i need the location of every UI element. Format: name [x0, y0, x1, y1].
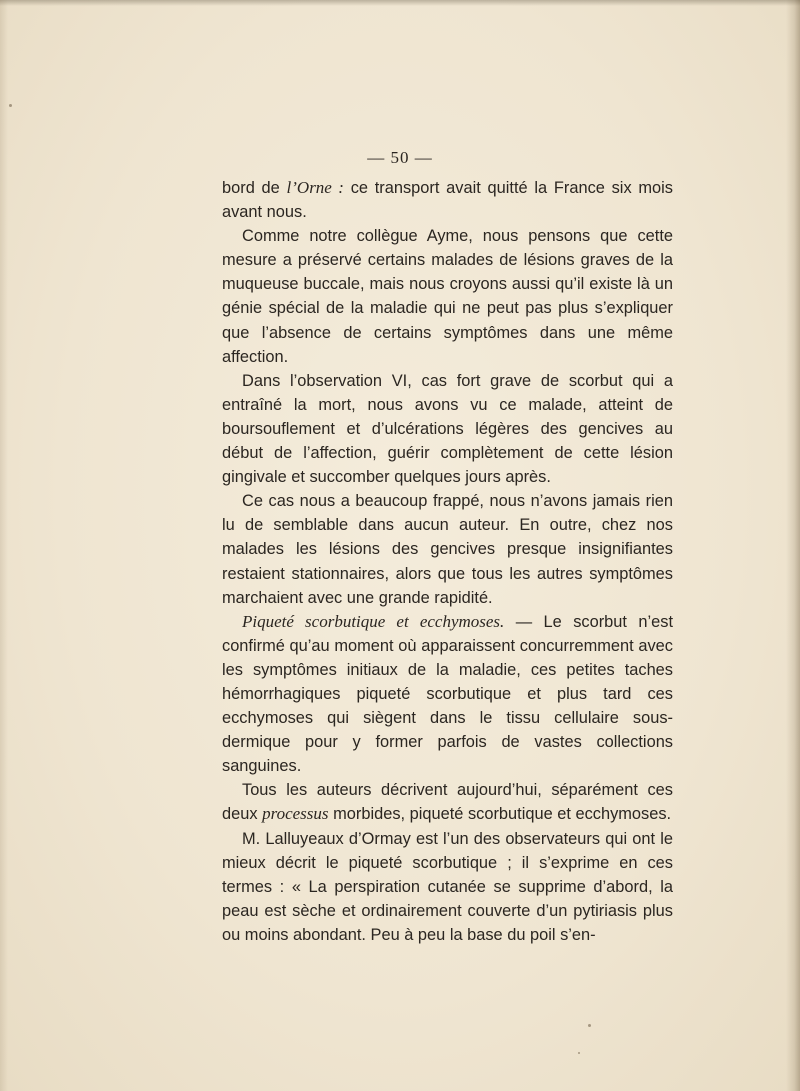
paragraph-7: M. Lalluyeaux d’Ormay est l’un des observateurs qui ont le mieux décrit le piqueté scorbutique ; il s’exprime en ces termes : « La perspiration cutanée se supprime d’abord, la peau est sèche et ordinairement couverte d’un pytiriasis plus ou moins abondant. Peu à peu la base du poil s’en- — [222, 829, 673, 944]
processus-italic: processus — [262, 804, 329, 824]
section-heading-italic: Piqueté scorbutique et ecchymoses. — [242, 611, 505, 631]
paper-speck — [578, 1052, 580, 1054]
paragraph-4: Ce cas nous a beaucoup frappé, nous n’avons jamais rien lu de semblable dans aucun auteur. En outre, chez nos malades les lésions des gencives presque insignifiantes restaient stationnaires, alors que tous les autres symptômes marchaient avec une grande rapidité. — [222, 492, 673, 607]
paragraph-3: Dans l’observation VI, cas fort grave de scorbut qui a entraîné la mort, nous avons vu ce malade, atteint de boursouflement et d’ulcérations légères des gencives au début de l’affection, guérir complètement de cette lésion gingivale et succomber quelques jours après. — [222, 371, 673, 487]
paragraph-6-end: morbides, piqueté scorbutique et ecchymoses. — [328, 805, 672, 824]
page-top-shadow — [0, 0, 800, 6]
paragraph-6-start: Tous les auteurs décrivent aujourd’hui, séparément ces deux — [222, 781, 673, 824]
ship-name-italic: l’Orne : — [286, 178, 344, 197]
paragraph-1 — [222, 176, 673, 224]
paper-speck — [588, 1024, 591, 1027]
page-number: — 50 — — [367, 148, 433, 167]
paragraph-1-end: ce transport avait quitté la France six mois avant nous. — [222, 179, 673, 222]
body-text — [222, 176, 673, 947]
paper-speck — [9, 104, 12, 107]
paragraph-5 — [222, 610, 673, 779]
paragraph-5-text: — Le scorbut n’est confirmé qu’au moment où apparaissent concurremment avec les symptômes initiaux de la maladie, ces petites taches hémorrhagiques piqueté scorbutique et plus tard ces ecchymoses qui siègent dans le tissu cellulaire sous-dermique pour y former parfois de vastes collections sanguines. — [222, 612, 673, 776]
paragraph-2: Comme notre collègue Ayme, nous pensons que cette mesure a préservé certains malades de lésions graves de la muqueuse buccale, mais nous croyons aussi qu’il existe là un génie spécial de la maladie qui ne peut pas plus s’expliquer que l’absence de certains symptômes dans une même affection. — [222, 227, 673, 366]
paragraph-1-start: bord de — [222, 179, 287, 197]
paragraph-6 — [222, 778, 673, 826]
